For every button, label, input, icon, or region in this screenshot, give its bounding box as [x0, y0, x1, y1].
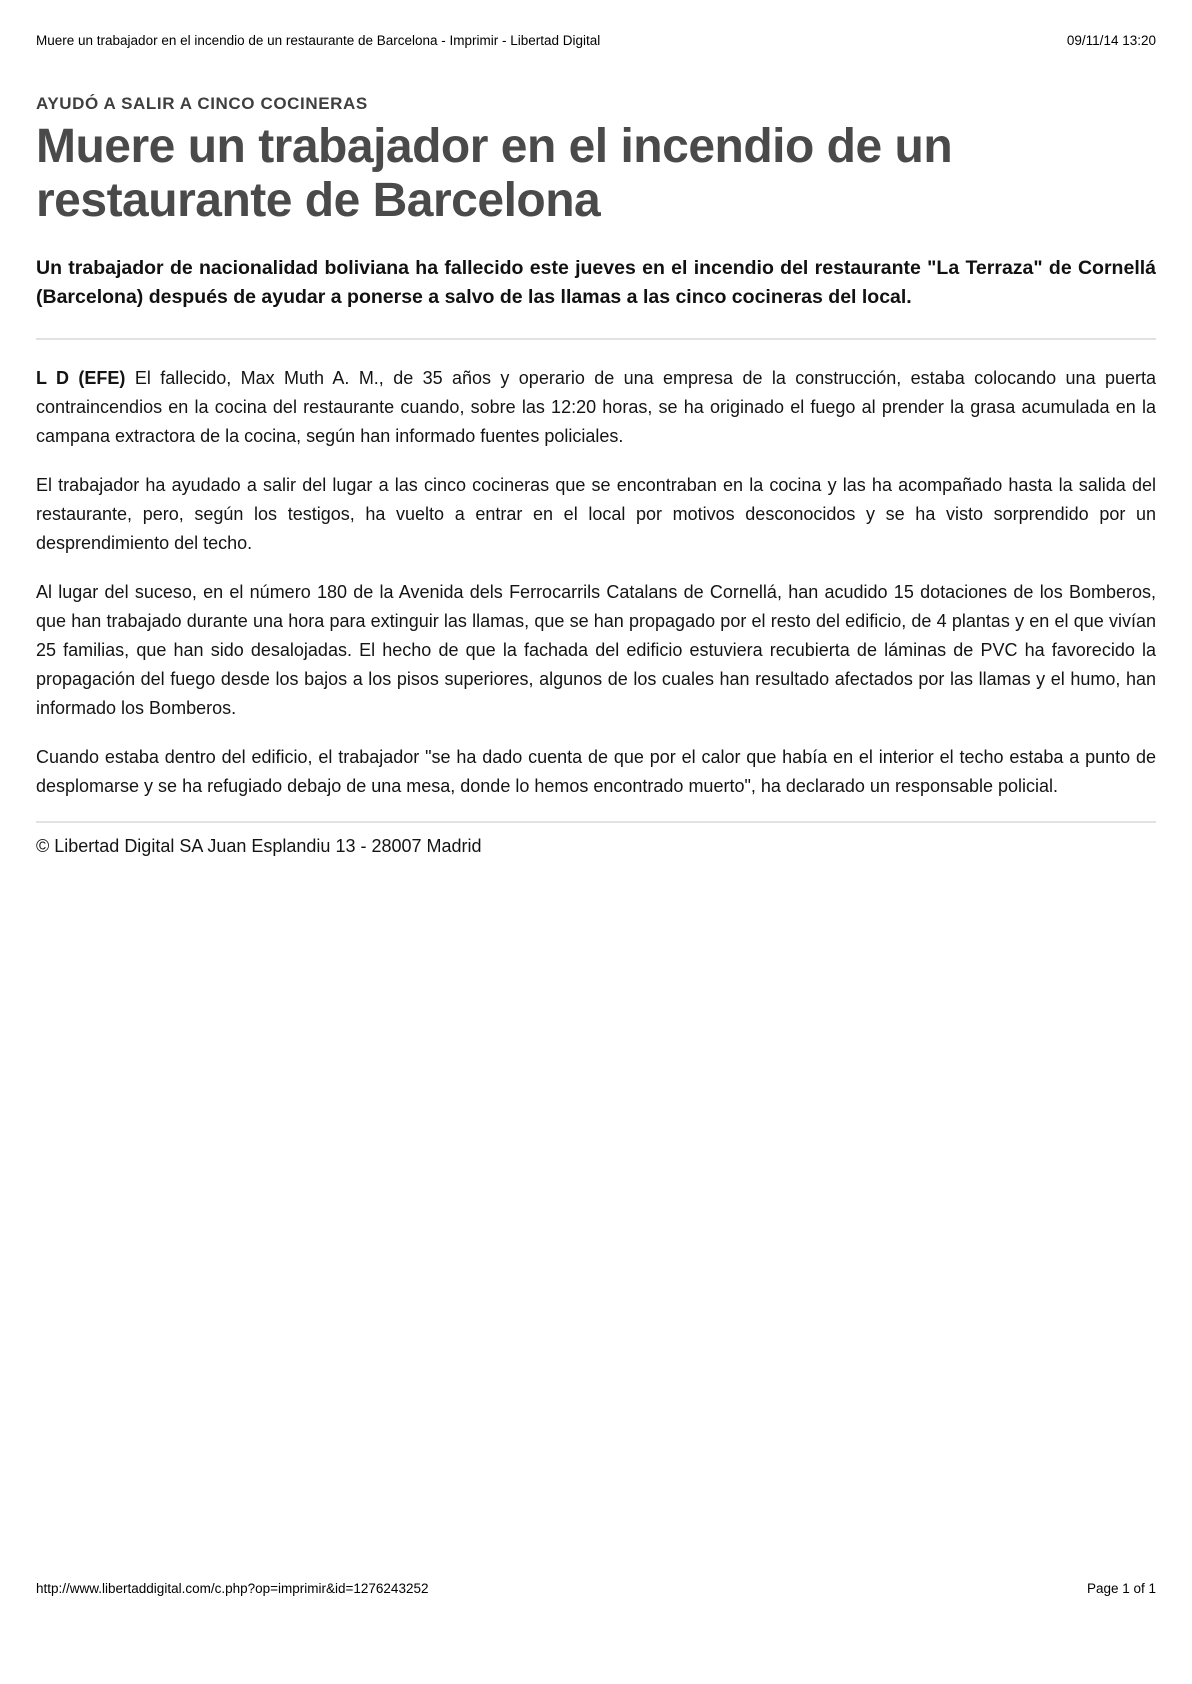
source-url: http://www.libertaddigital.com/c.php?op=imprimir&id=1276243252: [36, 1581, 429, 1596]
article-headline: Muere un trabajador en el incendio de un restaurante de Barcelona: [36, 120, 953, 228]
bottom-divider: [36, 821, 1156, 823]
byline-label: L D (EFE): [36, 368, 126, 389]
article-lede: Un trabajador de nacionalidad boliviana ha fallecido este jueves en el incendio del restaurante "La Terraza" de Cornellá (Barcelona) después de ayudar a ponerse a salvo de las llamas a las cinco cocineras del local.: [36, 257, 1156, 309]
paragraph-text: El fallecido, Max Muth A. M., de 35 años y operario de una empresa de la construcción, estaba colocando una puerta contraincendios en la cocina del restaurante cuando, sobre las 12:20 horas, se ha originado el fuego al prender la grasa acumulada en la campana extractora de la cocina, según han informado fuentes policiales.: [36, 368, 1156, 447]
article-paragraph: [36, 364, 1156, 451]
article-body: [36, 364, 1156, 801]
document-title: Muere un trabajador en el incendio de un restaurante de Barcelona - Imprimir - Libertad Digital: [36, 33, 601, 48]
print-header: [36, 33, 1156, 48]
article-paragraph: Al lugar del suceso, en el número 180 de la Avenida dels Ferrocarrils Catalans de Cornellá, han acudido 15 dotaciones de los Bomberos, que han trabajado durante una hora para extinguir las llamas, que se han propagado por el resto del edificio, de 4 plantas y en el que vivían 25 familias, que han sido desalojadas. El hecho de que la fachada del edificio estuviera recubierta de láminas de PVC ha favorecido la propagación del fuego desde los bajos a los pisos superiores, algunos de los cuales han resultado afectados por las llamas y el humo, han informado los Bomberos.: [36, 582, 1156, 719]
copyright-line: © Libertad Digital SA Juan Esplandiu 13 - 28007 Madrid: [36, 836, 482, 857]
article-kicker: AYUDÓ A SALIR A CINCO COCINERAS: [36, 94, 368, 113]
page-indicator: Page 1 of 1: [1086, 1581, 1156, 1596]
print-page: [36, 0, 1156, 861]
top-divider: [36, 338, 1156, 340]
article-paragraph: El trabajador ha ayudado a salir del lugar a las cinco cocineras que se encontraban en la cocina y las ha acompañado hasta la salida del restaurante, pero, según los testigos, ha vuelto a entrar en el local por motivos desconocidos y se ha visto sorprendido por un desprendimiento del techo.: [36, 475, 1156, 554]
article-paragraph: Cuando estaba dentro del edificio, el trabajador "se ha dado cuenta de que por el calor que había en el interior el techo estaba a punto de desplomarse y se ha refugiado debajo de una mesa, donde lo hemos encontrado muerto", ha declarado un responsable policial.: [36, 747, 1156, 797]
print-datetime: 09/11/14 13:20: [1066, 33, 1156, 48]
print-footer: [36, 1581, 1156, 1596]
